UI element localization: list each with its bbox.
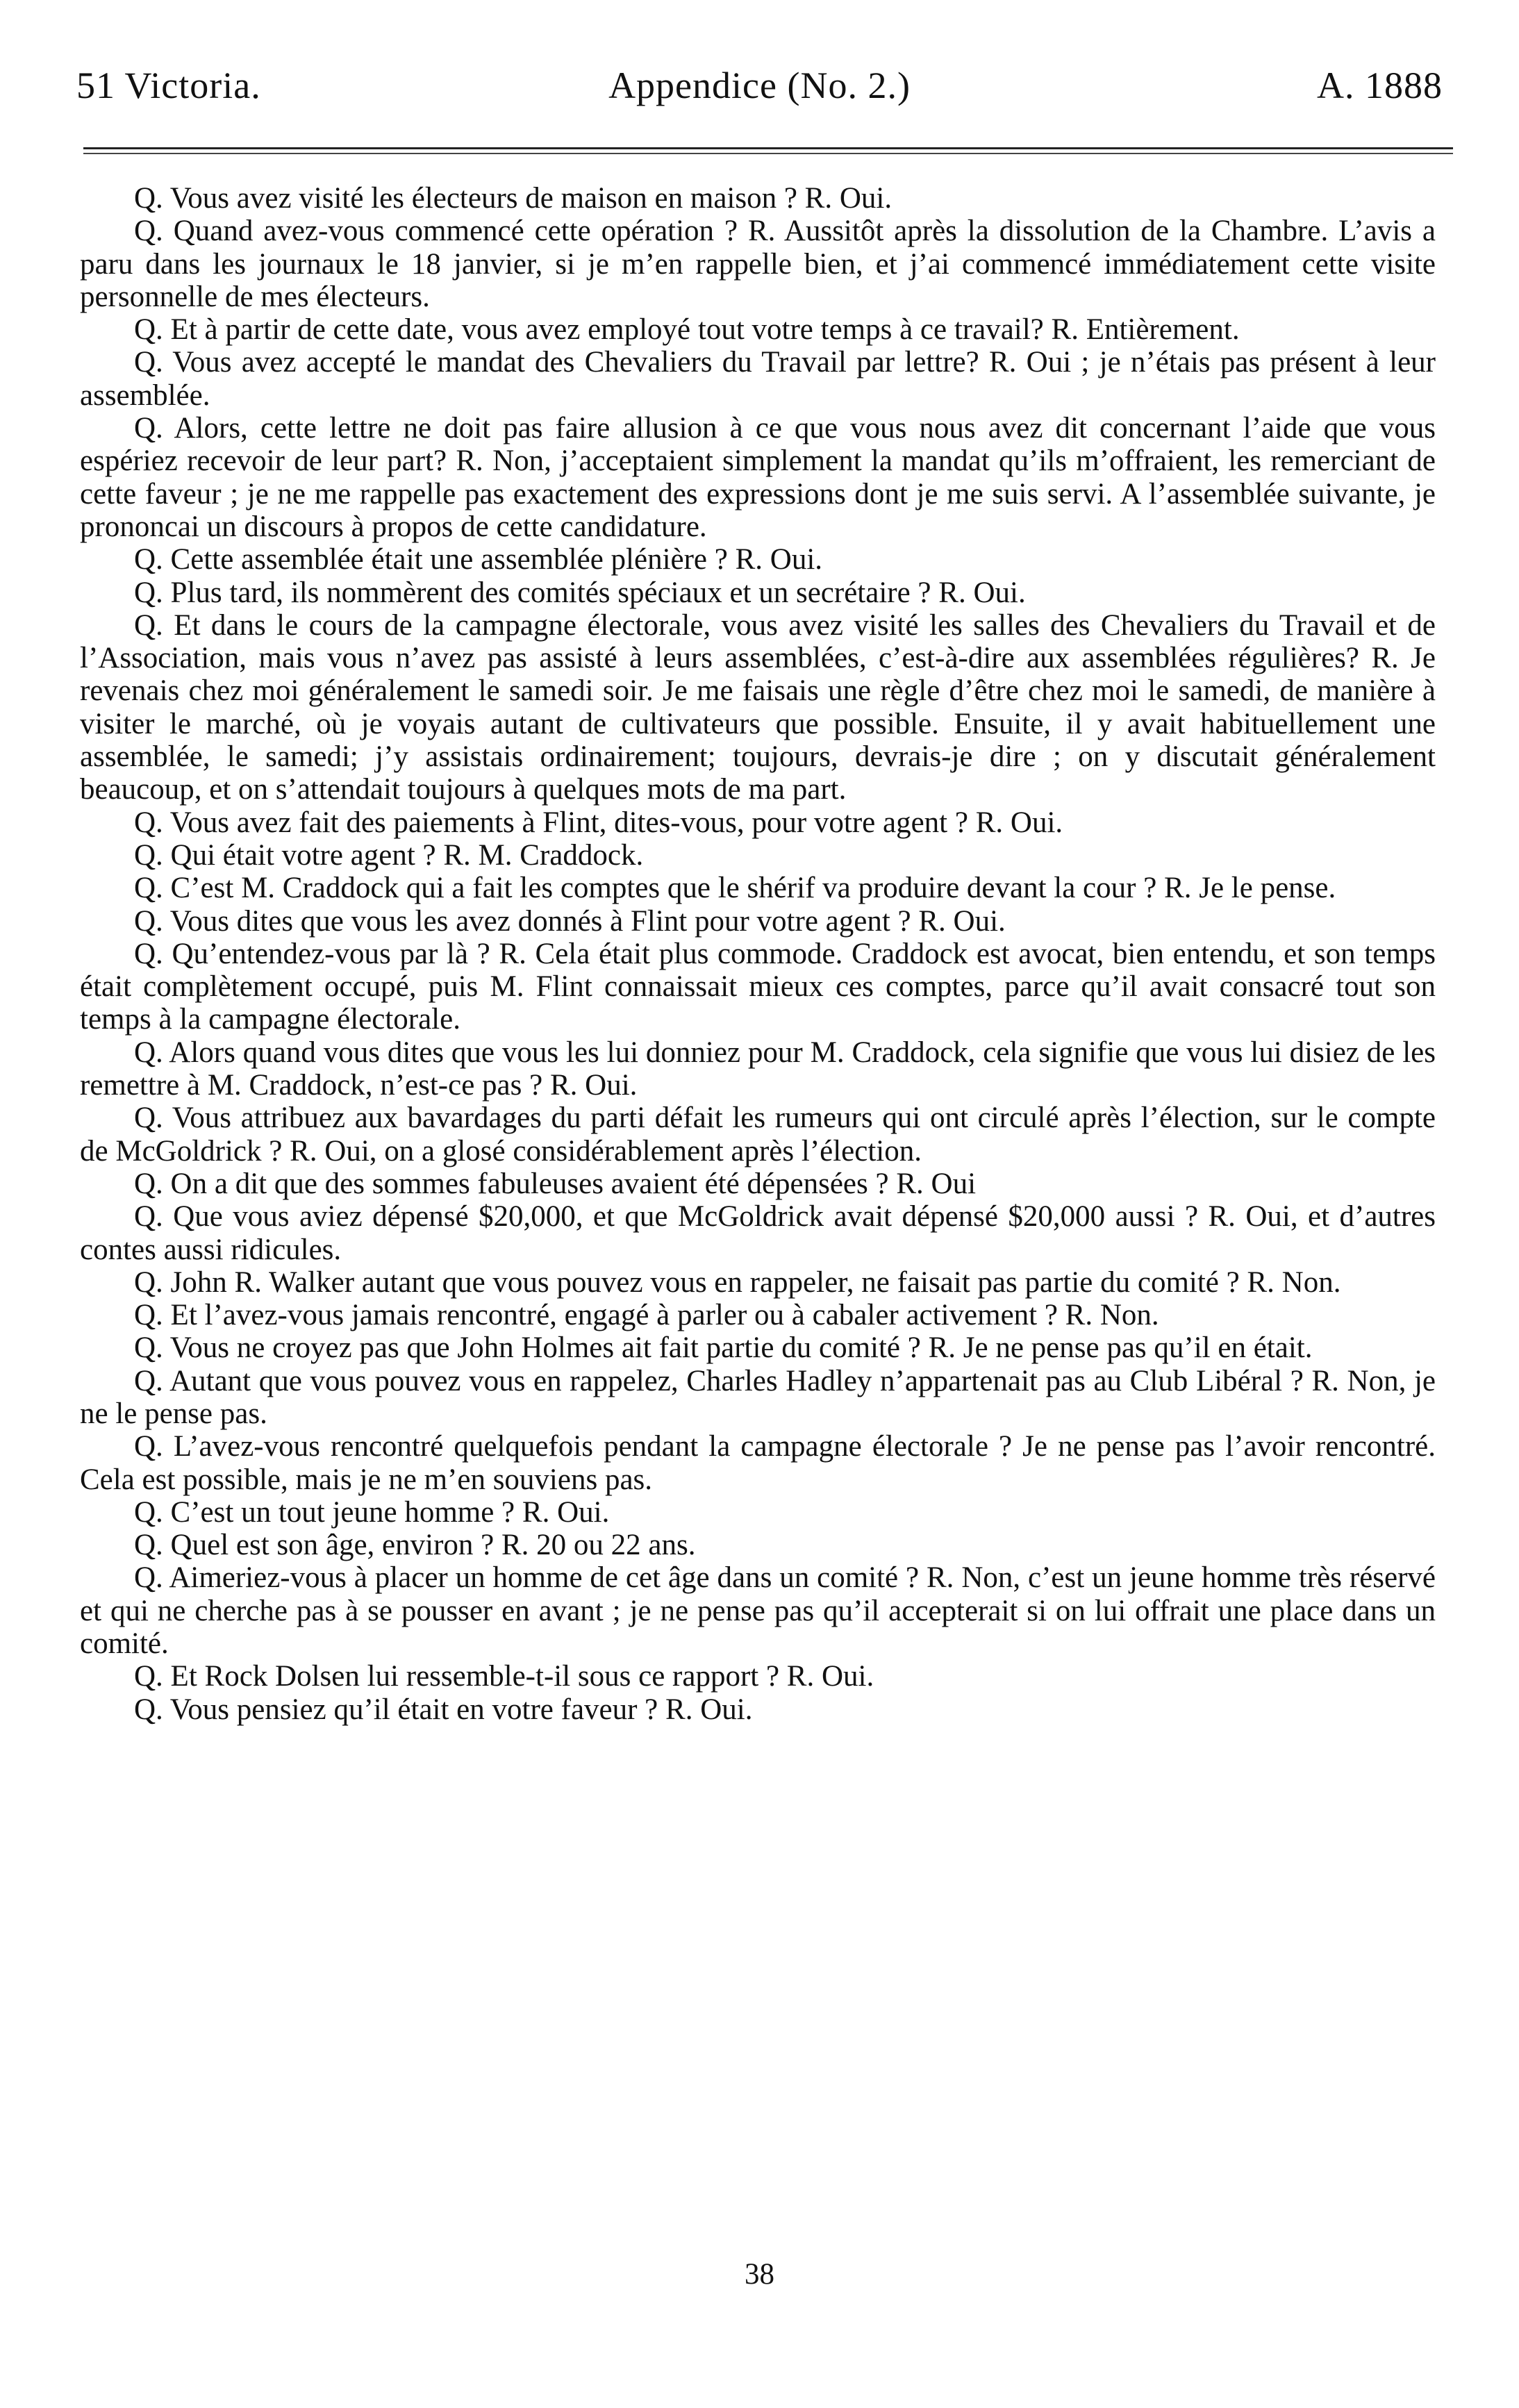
header-rule bbox=[83, 147, 1453, 149]
testimony-paragraph: Q. Alors, cette lettre ne doit pas faire allusion à ce que vous nous avez dit concernant l’aide que vous espériez recevoir de leur part? R. Non, j’acceptaient simplement la mandat qu’ils m’offraient, les remerciant de cette faveur ; je ne me rappelle pas exactement des expressions dont je me suis servi. A l’assemblée suivante, je prononcai un discours à propos de cette candidature. bbox=[80, 412, 1436, 543]
testimony-paragraph: Q. C’est un tout jeune homme ? R. Oui. bbox=[134, 1495, 610, 1529]
testimony-paragraph: Q. Et à partir de cette date, vous avez employé tout votre temps à ce travail? R. Entièrement. bbox=[134, 313, 1240, 347]
testimony-paragraph: Q. Cette assemblée était une assemblée plénière ? R. Oui. bbox=[134, 543, 823, 576]
testimony-paragraph: Q. Vous pensiez qu’il était en votre faveur ? R. Oui. bbox=[134, 1693, 753, 1726]
running-header bbox=[76, 64, 1443, 126]
testimony-paragraph: Q. Vous avez visité les électeurs de maison en maison ? R. Oui. bbox=[134, 182, 893, 215]
testimony-paragraph: Q. John R. Walker autant que vous pouvez vous en rappeler, ne faisait pas partie du comité ? R. Non. bbox=[134, 1265, 1341, 1299]
testimony-paragraph: Q. Quel est son âge, environ ? R. 20 ou 22 ans. bbox=[134, 1529, 696, 1562]
header-rule-thin bbox=[83, 153, 1453, 154]
testimony-paragraph: Q. Alors quand vous dites que vous les lui donniez pour M. Craddock, cela signifie que vous lui disiez de les remettre à M. Craddock, n’est-ce pas ? R. Oui. bbox=[80, 1036, 1436, 1102]
testimony-paragraph: Q. Vous attribuez aux bavardages du parti défait les rumeurs qui ont circulé après l’élection, sur le compte de McGoldrick ? R. Oui, on a glosé considérablement après l’élection. bbox=[80, 1102, 1436, 1168]
testimony-paragraph: Q. Et dans le cours de la campagne électorale, vous avez visité les salles des Chevaliers du Travail et de l’Association, mais vous n’avez pas assisté à leurs assemblées, c’est-à-dire aux assemblées régulières? R. Je revenais chez moi généralement le samedi soir. Je me faisais une règle d’être chez moi le samedi, de manière à visiter le marché, où je voyais autant de cultivateurs que possible. Ensuite, il y avait habituellement une assemblée, le samedi; j’y assistais ordinairement; toujours, devrais-je dire ; on y discutait généralement beaucoup, et on s’attendait toujours à quelques mots de ma part. bbox=[80, 608, 1436, 806]
header-year: A. 1888 bbox=[1317, 65, 1443, 106]
testimony-paragraph: Q. On a dit que des sommes fabuleuses avaient été dépensées ? R. Oui bbox=[134, 1167, 977, 1200]
testimony-paragraph: Q. Qu’entendez-vous par là ? R. Cela était plus commode. Craddock est avocat, bien entendu, et son temps était complètement occupé, puis M. Flint connaissait mieux ces comptes, parce qu’il avait consacré tout son temps à la campagne électorale. bbox=[80, 937, 1436, 1036]
testimony-paragraph: Q. Vous ne croyez pas que John Holmes ait fait partie du comité ? R. Je ne pense pas qu’il en était. bbox=[134, 1331, 1313, 1365]
testimony-paragraph: Q. Et l’avez-vous jamais rencontré, engagé à parler ou à cabaler activement ? R. Non. bbox=[134, 1299, 1159, 1332]
header-title: Appendice (No. 2.) bbox=[608, 65, 911, 106]
testimony-paragraph: Q. Quand avez-vous commencé cette opération ? R. Aussitôt après la dissolution de la Chambre. L’avis a paru dans les journaux le 18 janvier, si je m’en rappelle bien, et j’ai commencé immédiatement cette visite personnelle de mes électeurs. bbox=[80, 215, 1436, 313]
header-session: 51 Victoria. bbox=[76, 65, 261, 106]
testimony-paragraph: Q. L’avez-vous rencontré quelquefois pendant la campagne électorale ? Je ne pense pas l’avoir rencontré. Cela est possible, mais je ne m’en souviens pas. bbox=[80, 1430, 1436, 1496]
document-body bbox=[80, 182, 1436, 1726]
testimony-paragraph: Q. Vous avez accepté le mandat des Chevaliers du Travail par lettre? R. Oui ; je n’étais pas présent à leur assemblée. bbox=[80, 346, 1436, 412]
testimony-paragraph: Q. Autant que vous pouvez vous en rappelez, Charles Hadley n’appartenait pas au Club Libéral ? R. Non, je ne le pense pas. bbox=[80, 1364, 1436, 1430]
testimony-paragraph: Q. C’est M. Craddock qui a fait les comptes que le shérif va produire devant la cour ? R. Je le pense. bbox=[134, 872, 1336, 905]
page-number: 38 bbox=[745, 2258, 774, 2291]
testimony-paragraph: Q. Qui était votre agent ? R. M. Craddock. bbox=[134, 838, 644, 872]
testimony-paragraph: Q. Vous avez fait des paiements à Flint, dites-vous, pour votre agent ? R. Oui. bbox=[134, 806, 1063, 839]
testimony-paragraph: Q. Et Rock Dolsen lui ressemble-t-il sous ce rapport ? R. Oui. bbox=[134, 1660, 874, 1693]
testimony-paragraph: Q. Vous dites que vous les avez donnés à Flint pour votre agent ? R. Oui. bbox=[134, 904, 1006, 938]
testimony-paragraph: Q. Que vous aviez dépensé $20,000, et que McGoldrick avait dépensé $20,000 aussi ? R. Oui, et d’autres contes aussi ridicules. bbox=[80, 1200, 1436, 1266]
testimony-paragraph: Q. Aimeriez-vous à placer un homme de cet âge dans un comité ? R. Non, c’est un jeune homme très réservé et qui ne cherche pas à se pousser en avant ; je ne pense pas qu’il accepterait si on lui offrait une place dans un comité. bbox=[80, 1561, 1436, 1661]
testimony-paragraph: Q. Plus tard, ils nommèrent des comités spéciaux et un secrétaire ? R. Oui. bbox=[134, 576, 1026, 609]
